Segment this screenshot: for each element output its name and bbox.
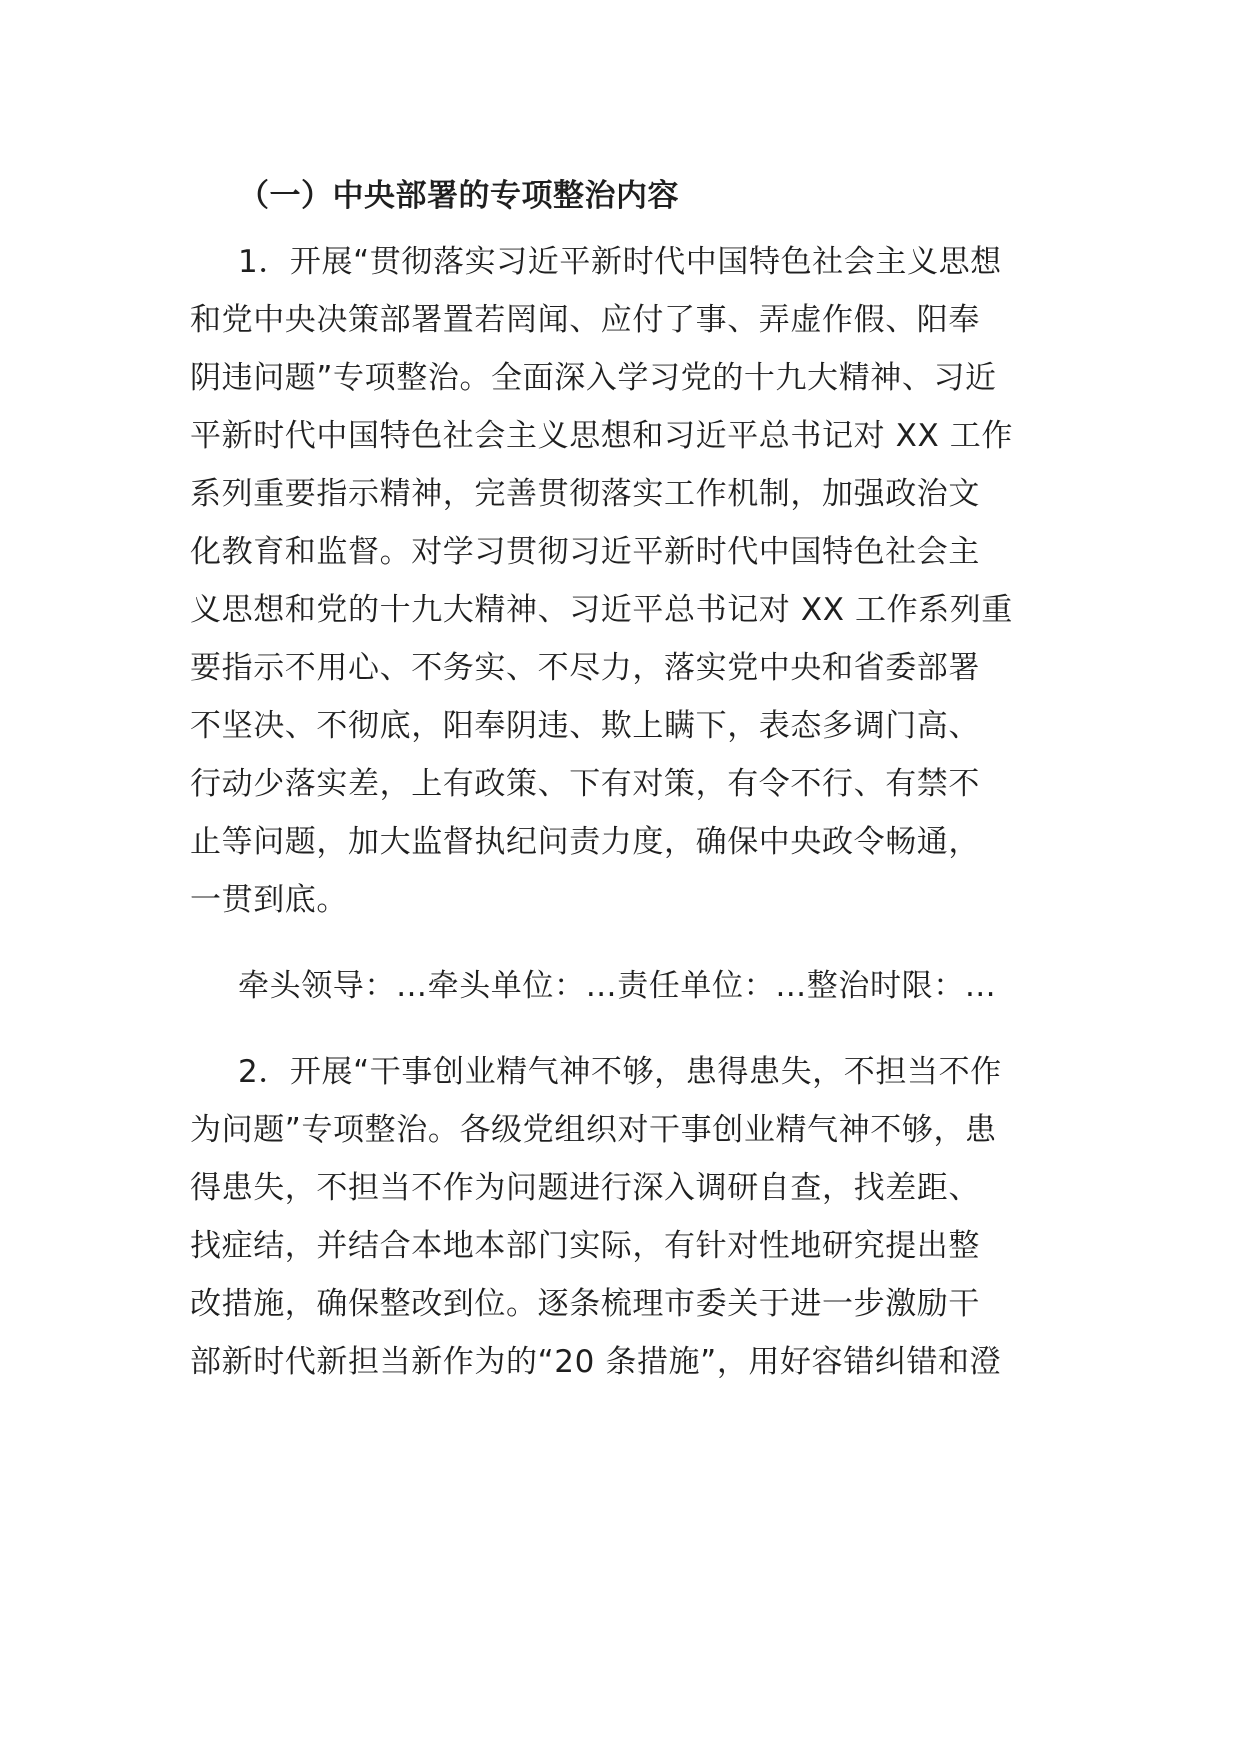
paragraph-1-line-5: 系列重要指示精神，完善贯彻落实工作机制，加强政治文 xyxy=(190,476,980,512)
paragraph-1-line-9: 不坚决、不彻底，阳奉阴违、欺上瞒下，表态多调门高、 xyxy=(190,708,980,744)
paragraph-1-line-1: 1．开展“贯彻落实习近平新时代中国特色社会主义思想 xyxy=(238,244,1002,280)
paragraph-1-line-2: 和党中央决策部署置若罔闻、应付了事、弄虚作假、阳奉 xyxy=(190,302,980,338)
paragraph-2-line-6: 部新时代新担当新作为的“20 条措施”，用好容错纠错和澄 xyxy=(190,1344,1002,1380)
section-heading: （一）中央部署的专项整治内容 xyxy=(238,178,679,214)
paragraph-2-line-4: 找症结，并结合本地本部门实际，有针对性地研究提出整 xyxy=(190,1228,980,1264)
paragraph-1-line-11: 止等问题，加大监督执纪问责力度，确保中央政令畅通， xyxy=(190,824,980,860)
paragraph-1-line-6: 化教育和监督。对学习贯彻习近平新时代中国特色社会主 xyxy=(190,534,980,570)
paragraph-1-line-8: 要指示不用心、不务实、不尽力，落实党中央和省委部署 xyxy=(190,650,980,686)
paragraph-1-line-3: 阴违问题”专项整治。全面深入学习党的十九大精神、习近 xyxy=(190,360,997,396)
paragraph-2-line-5: 改措施，确保整改到位。逐条梳理市委关于进一步激励干 xyxy=(190,1286,980,1322)
paragraph-1-line-10: 行动少落实差，上有政策、下有对策，有令不行、有禁不 xyxy=(190,766,980,802)
paragraph-2-line-2: 为问题”专项整治。各级党组织对干事创业精气神不够，患 xyxy=(190,1112,997,1148)
paragraph-2-line-3: 得患失，不担当不作为问题进行深入调研自查，找差距、 xyxy=(190,1170,980,1206)
responsibility-line: 牵头领导：…牵头单位：…责任单位：…整治时限：… xyxy=(238,968,997,1004)
paragraph-1-line-4: 平新时代中国特色社会主义思想和习近平总书记对 XX 工作 xyxy=(190,418,1013,454)
paragraph-1-line-12: 一贯到底。 xyxy=(190,882,348,918)
paragraph-2-line-1: 2．开展“干事创业精气神不够，患得患失，不担当不作 xyxy=(238,1054,1002,1090)
paragraph-1-line-7: 义思想和党的十九大精神、习近平总书记对 XX 工作系列重 xyxy=(190,592,1013,628)
